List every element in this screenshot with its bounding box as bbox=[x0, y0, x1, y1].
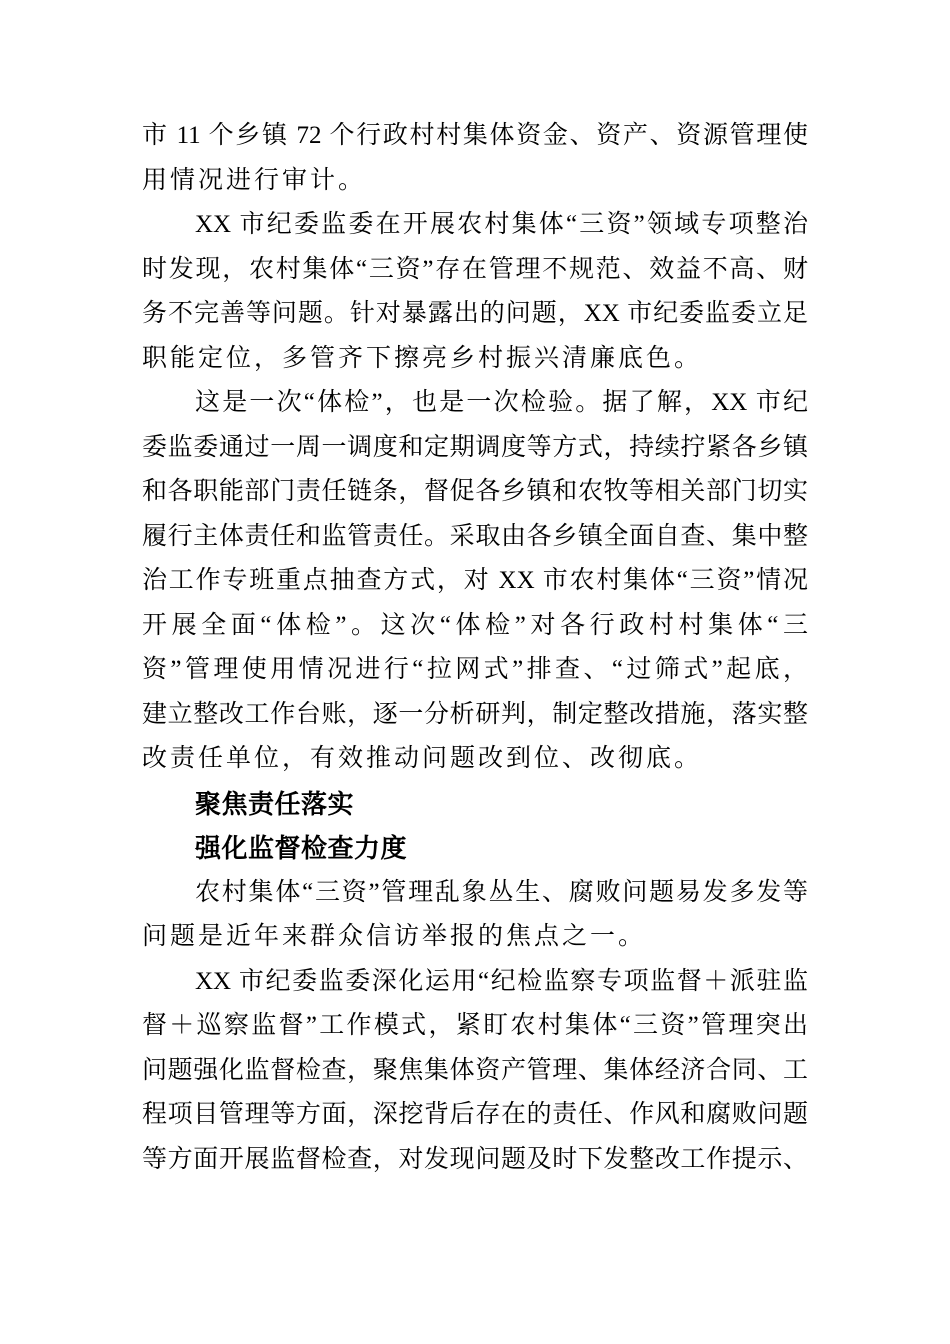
text-line: 职能定位，多管齐下擦亮乡村振兴清廉底色。 bbox=[142, 344, 703, 372]
paragraph bbox=[142, 114, 808, 203]
text-line: 问题强化监督检查，聚焦集体资产管理、集体经济合同、工 bbox=[142, 1056, 808, 1084]
text-line: 用情况进行审计。 bbox=[142, 166, 367, 194]
text-line: 程项目管理等方面，深挖背后存在的责任、作风和腐败问题 bbox=[142, 1101, 808, 1128]
text-line: 问题是近年来群众信访举报的焦点之一。 bbox=[142, 923, 647, 950]
text-line: 委监委通过一周一调度和定期调度等方式，持续拧紧各乡镇 bbox=[142, 433, 808, 461]
paragraph bbox=[142, 203, 808, 381]
text-line: 治工作专班重点抽查方式，对 XX 市农村集体“三资”情况 bbox=[142, 567, 808, 594]
text-line: 市 11 个乡镇 72 个行政村村集体资金、资产、资源管理使 bbox=[142, 122, 808, 149]
heading-line: 强化监督检查力度 bbox=[195, 833, 408, 863]
text-line: 这是一次“体检”，也是一次检验。据了解，XX 市纪 bbox=[195, 389, 808, 416]
document-body bbox=[142, 114, 808, 1182]
section-heading bbox=[142, 826, 808, 871]
text-line: 履行主体责任和监管责任。采取由各乡镇全面自查、集中整 bbox=[142, 522, 808, 550]
paragraph bbox=[142, 381, 808, 782]
text-line: 建立整改工作台账，逐一分析研判，制定整改措施，落实整 bbox=[142, 700, 808, 728]
text-line: XX 市纪委监委在开展农村集体“三资”领域专项整治 bbox=[195, 211, 808, 238]
text-line: 农村集体“三资”管理乱象丛生、腐败问题易发多发等 bbox=[195, 878, 808, 906]
section-heading bbox=[142, 782, 808, 827]
text-line: 和各职能部门责任链条，督促各乡镇和农牧等相关部门切实 bbox=[142, 478, 808, 505]
heading-line: 聚焦责任落实 bbox=[195, 788, 355, 819]
text-line: 开展全面“体检”。这次“体检”对各行政村村集体“三 bbox=[142, 611, 808, 639]
text-line: 改责任单位，有效推动问题改到位、改彻底。 bbox=[142, 745, 703, 772]
text-line: 等方面开展监督检查，对发现问题及时下发整改工作提示、 bbox=[142, 1145, 808, 1173]
paragraph bbox=[142, 960, 808, 1183]
paragraph bbox=[142, 871, 808, 960]
text-line: XX 市纪委监委深化运用“纪检监察专项监督＋派驻监 bbox=[195, 967, 808, 995]
text-line: 资”管理使用情况进行“拉网式”排查、“过筛式”起底， bbox=[142, 656, 808, 683]
text-line: 时发现，农村集体“三资”存在管理不规范、效益不高、财 bbox=[142, 255, 808, 283]
text-line: 务不完善等问题。针对暴露出的问题，XX 市纪委监委立足 bbox=[142, 300, 808, 327]
text-line: 督＋巡察监督”工作模式，紧盯农村集体“三资”管理突出 bbox=[142, 1012, 808, 1039]
